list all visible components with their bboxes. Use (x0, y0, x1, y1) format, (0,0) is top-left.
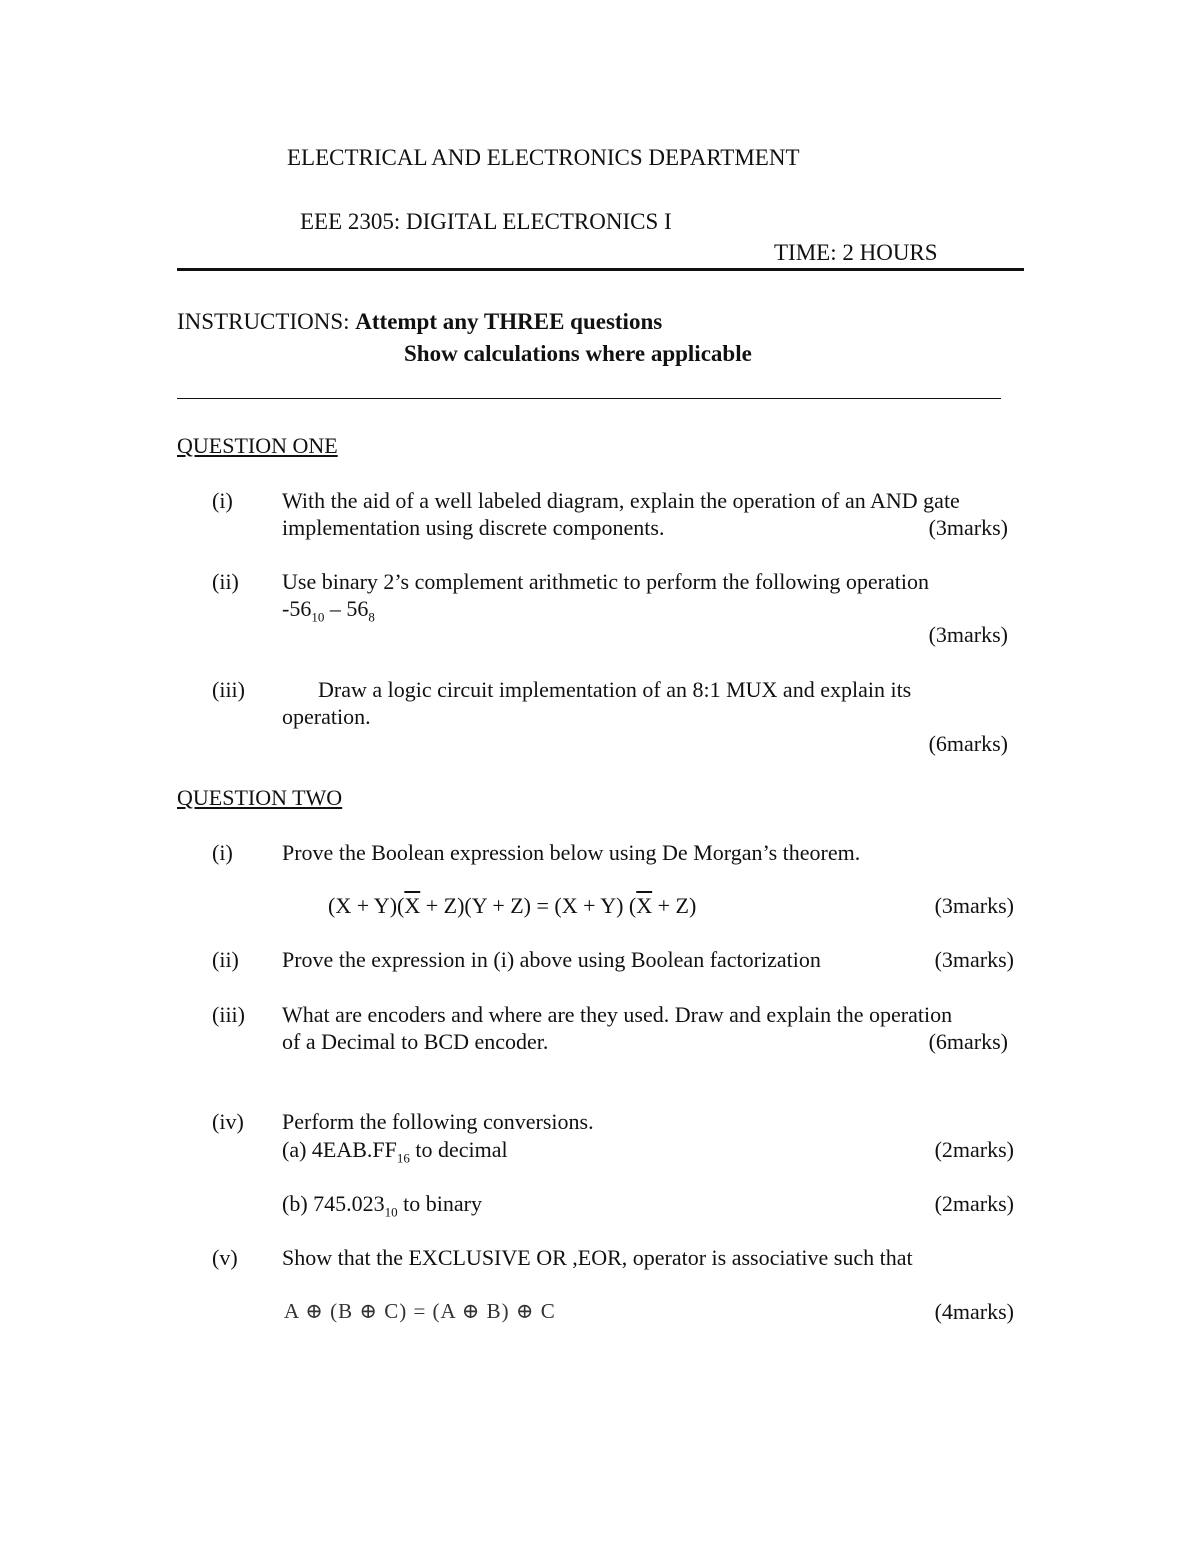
q2-iv-b-base: 10 (384, 1204, 398, 1220)
q2-i-marks: (3marks) (934, 893, 1014, 918)
q2-v-formula: A ⊕ (B ⊕ C) = (A ⊕ B) ⊕ C (284, 1299, 556, 1323)
q2-iv-a (282, 1137, 508, 1166)
q1-ii-expression (282, 596, 375, 625)
q2-i-x-bar-2: $\overline{X}$ (636, 893, 653, 918)
q1-ii-operand-b: – 56 (324, 596, 369, 621)
q1-ii-marks: (3marks) (928, 622, 1008, 647)
q2-i-eq-part-c: + Z) (652, 893, 697, 918)
q2-i-eq-part-a: (X + Y)( (328, 893, 405, 918)
q2-i-equation (328, 893, 696, 919)
q2-v-line1: Show that the EXCLUSIVE OR ,EOR, operator is associative such that (282, 1245, 913, 1270)
q2-ii-marks: (3marks) (934, 947, 1014, 972)
q1-iii-line1: Draw a logic circuit implementation of an 8:1 MUX and explain its (318, 677, 912, 702)
q2-i-eq-part-b: + Z)(Y + Z) = (X + Y) ( (420, 893, 637, 918)
q2-ii-line1: Prove the expression in (i) above using Boolean factorization (282, 947, 821, 972)
q1-i-number: (i) (212, 488, 233, 513)
department-title: ELECTRICAL AND ELECTRONICS DEPARTMENT (287, 145, 800, 170)
q2-iii-line1: What are encoders and where are they used. Draw and explain the operation (282, 1002, 953, 1027)
q2-i-x-bar-1: $\overline{X}$ (404, 893, 421, 918)
instructions-line2: Show calculations where applicable (404, 341, 752, 366)
question-two-title: QUESTION TWO (177, 785, 343, 810)
q2-iv-a-target: to decimal (409, 1137, 508, 1162)
q2-iii-number: (iii) (212, 1002, 245, 1027)
q2-iv-a-base: 16 (396, 1150, 410, 1166)
instructions-label: INSTRUCTIONS: (177, 309, 350, 334)
exam-duration: TIME: 2 HOURS (774, 240, 938, 265)
q1-iii-line2: operation. (282, 704, 371, 729)
q2-iv-b-marks: (2marks) (934, 1191, 1014, 1216)
q1-ii-base-b: 8 (368, 609, 375, 625)
q1-ii-operand-a: -56 (282, 596, 312, 621)
q2-v-number: (v) (212, 1245, 238, 1270)
q1-ii-base-a: 10 (311, 609, 325, 625)
question-one-title: QUESTION ONE (177, 433, 338, 458)
q2-iv-a-value: (a) 4EAB.FF (282, 1137, 397, 1162)
q1-iii-number: (iii) (212, 677, 245, 702)
header-rule (177, 268, 1024, 271)
q2-iv-line1: Perform the following conversions. (282, 1109, 594, 1134)
instructions-line1 (177, 309, 662, 335)
q2-iv-b-value: (b) 745.023 (282, 1191, 385, 1216)
course-title: EEE 2305: DIGITAL ELECTRONICS I (300, 209, 672, 234)
q1-i-line1: With the aid of a well labeled diagram, explain the operation of an AND gate (282, 488, 960, 513)
q2-iv-b-target: to binary (397, 1191, 482, 1216)
q2-v-marks: (4marks) (934, 1299, 1014, 1324)
q2-ii-number: (ii) (212, 947, 239, 972)
q2-iv-b (282, 1191, 482, 1220)
q2-iv-number: (iv) (212, 1109, 244, 1134)
q2-iv-a-marks: (2marks) (934, 1137, 1014, 1162)
q2-iii-line2: of a Decimal to BCD encoder. (282, 1029, 549, 1054)
q1-iii-marks: (6marks) (928, 731, 1008, 756)
q1-ii-number: (ii) (212, 569, 239, 594)
instructions-text1: Attempt any THREE questions (355, 309, 663, 334)
q2-i-number: (i) (212, 840, 233, 865)
section-divider (177, 398, 1001, 399)
q1-ii-line1: Use binary 2’s complement arithmetic to perform the following operation (282, 569, 929, 594)
q2-i-line1: Prove the Boolean expression below using De Morgan’s theorem. (282, 840, 861, 865)
q2-iii-marks: (6marks) (928, 1029, 1008, 1054)
q1-i-line2: implementation using discrete components. (282, 515, 665, 540)
q1-i-marks: (3marks) (928, 515, 1008, 540)
